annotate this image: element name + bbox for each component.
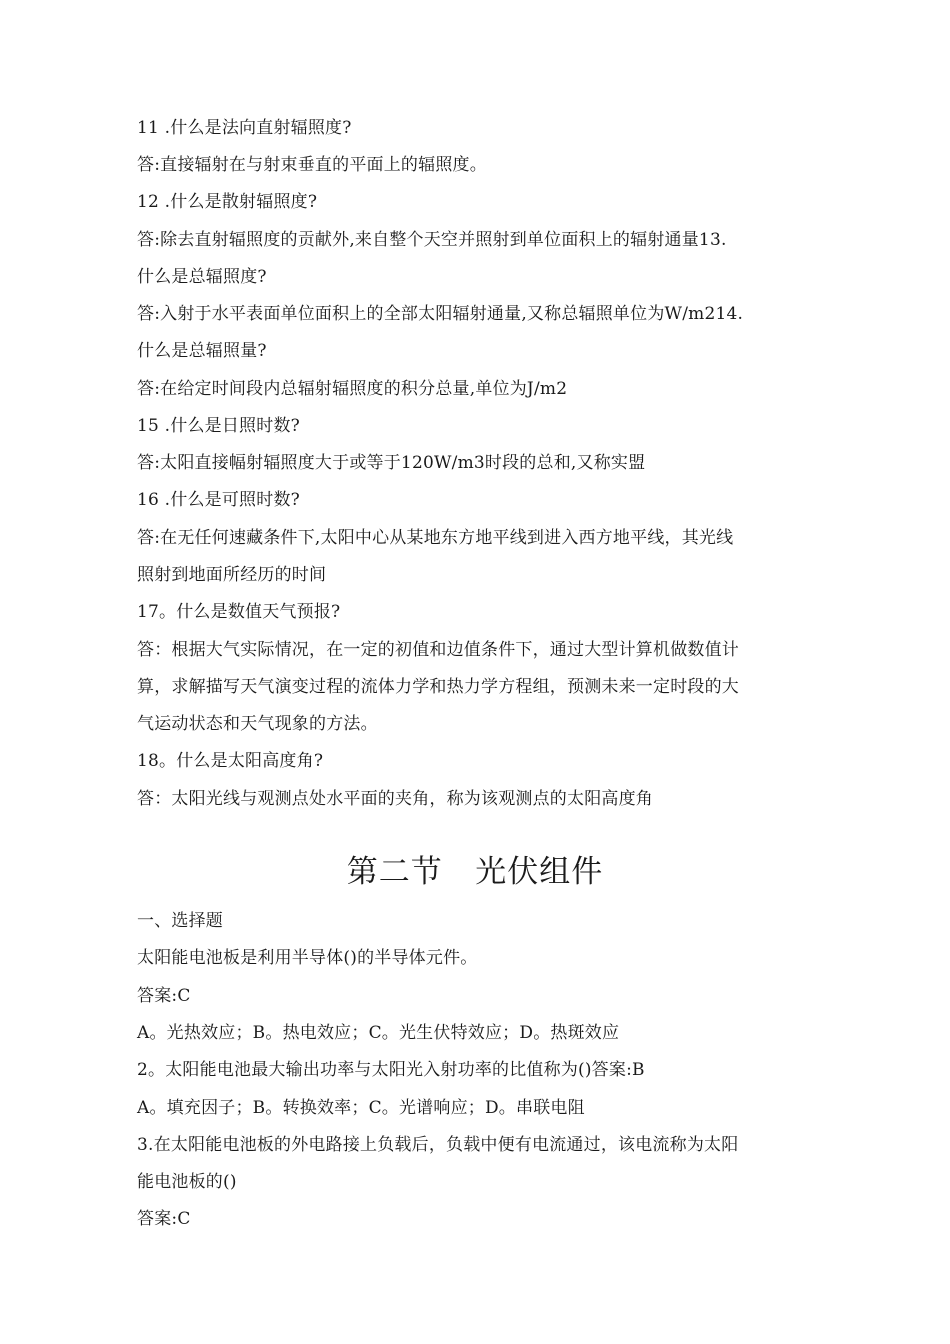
question-15: 15 .什么是日照时数?: [137, 416, 300, 436]
question-12: 12 .什么是散射辐照度?: [137, 192, 318, 212]
answer-18: 答：太阳光线与观测点处水平面的夹角，称为该观测点的太阳高度角: [137, 789, 653, 809]
answer-11: 答:直接辐射在与射束垂直的平面上的辐照度。: [137, 155, 487, 175]
question-2: 2。太阳能电池最大输出功率与太阳光入射功率的比值称为()答案:B: [137, 1060, 645, 1080]
question-17: 17。什么是数值天气预报?: [137, 602, 341, 622]
question-1: 太阳能电池板是利用半导体()的半导体元件。: [137, 948, 478, 968]
answer-17-line-3: 气运动状态和天气现象的方法。: [137, 714, 378, 734]
question-11: 11 .什么是法向直射辐照度?: [137, 118, 352, 138]
answer-3: 答案:C: [137, 1209, 191, 1229]
question-13: 什么是总辐照度?: [137, 267, 267, 287]
options-2: A。填充因子；B。转换效率；C。光谱响应；D。串联电阻: [137, 1098, 585, 1118]
question-3-line-1: 3.在太阳能电池板的外电路接上负载后，负载中便有电流通过，该电流称为太阳: [137, 1135, 739, 1155]
answer-12: 答:除去直射辐照度的贡献外,来自整个天空并照射到单位面积上的辐射通量13.: [137, 230, 727, 250]
question-3-line-2: 能电池板的(): [137, 1172, 237, 1192]
answer-17-line-1: 答：根据大气实际情况，在一定的初值和边值条件下，通过大型计算机做数值计: [137, 640, 739, 660]
question-14: 什么是总辐照量?: [137, 341, 267, 361]
answer-16-line-2: 照射到地面所经历的时间: [137, 565, 327, 585]
answer-17-line-2: 算，求解描写天气演变过程的流体力学和热力学方程组，预测未来一定时段的大: [137, 677, 739, 697]
answer-16-line-1: 答:在无任何速藏条件下,太阳中心从某地东方地平线到进入西方地平线，其光线: [137, 528, 734, 548]
answer-14: 答:在给定时间段内总辐射辐照度的积分总量,单位为J/m2: [137, 379, 568, 399]
question-16: 16 .什么是可照时数?: [137, 490, 300, 510]
answer-13: 答:入射于水平表面单位面积上的全部太阳辐射通量,又称总辐照单位为W/m214.: [137, 304, 744, 324]
question-18: 18。什么是太阳高度角?: [137, 751, 324, 771]
section-heading: 第二节 光伏组件: [346, 854, 604, 890]
answer-1: 答案:C: [137, 986, 191, 1006]
options-1: A。光热效应；B。热电效应；C。光生伏特效应；D。热斑效应: [137, 1023, 620, 1043]
subsection-title: 一、选择题: [137, 911, 223, 931]
answer-15: 答:太阳直接幅射辐照度大于或等于120W/m3时段的总和,又称实盟: [137, 453, 646, 473]
